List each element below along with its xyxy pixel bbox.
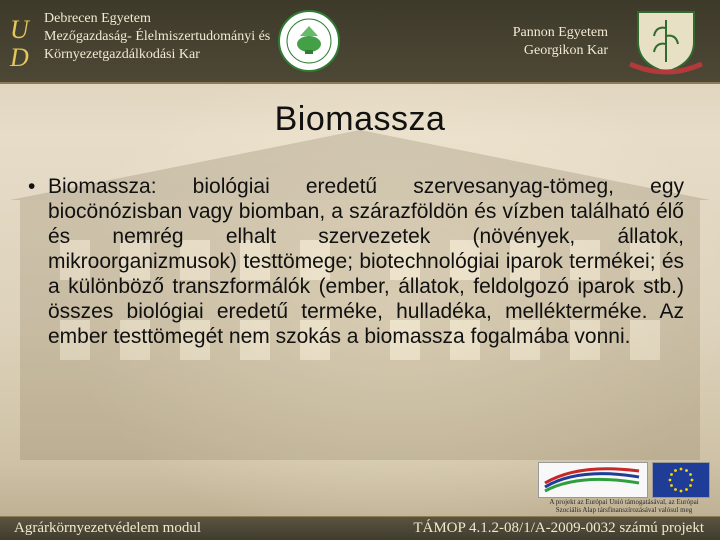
svg-text:D: D: [10, 43, 29, 72]
eu-star-icon: [674, 488, 677, 491]
funding-note-line: Szociális Alap társfinanszírozásával valósul meg: [555, 506, 693, 514]
right-title-line: Georgikon Kar: [523, 43, 608, 58]
left-title-line: Mezőgazdaság- Élelmiszertudományi és: [44, 29, 271, 44]
svg-text:U: U: [10, 15, 29, 44]
eu-star-icon: [674, 469, 677, 472]
funding-logos: [534, 460, 714, 518]
left-institution-title: [44, 10, 270, 64]
header-banner: [0, 0, 720, 84]
funding-note-line: A projekt az Európai Unió támogatásával, az Európai: [549, 498, 699, 506]
footer-project-id: TÁMOP 4.1.2-08/1/A-2009-0032 számú projekt: [413, 520, 704, 536]
bullet-item: [28, 174, 684, 349]
footer-bar: [0, 516, 720, 540]
eu-star-icon: [670, 484, 673, 487]
eu-star-icon: [685, 469, 688, 472]
right-title-line: Pannon Egyetem: [512, 25, 608, 40]
eu-star-icon: [669, 479, 672, 482]
eu-star-icon: [691, 479, 694, 482]
uj-magyarorszag-logo: [538, 462, 648, 498]
left-title-line: Debrecen Egyetem: [44, 11, 151, 26]
funding-note: [534, 498, 714, 514]
eu-star-icon: [680, 490, 683, 493]
slide-title: Biomassza: [274, 100, 446, 138]
left-title-line: Környezetgazdálkodási Kar: [44, 47, 200, 62]
university-seal-icon: [278, 10, 340, 72]
eu-star-icon: [685, 488, 688, 491]
bullet-marker: •: [28, 175, 36, 198]
eu-star-icon: [670, 473, 673, 476]
eu-flag-icon: [652, 462, 710, 498]
eu-star-icon: [680, 468, 683, 471]
ud-monogram-icon: [6, 10, 38, 72]
eu-star-icon: [689, 484, 692, 487]
georgikon-shield-icon: [626, 6, 706, 76]
right-institution-title: [513, 24, 608, 60]
footer-module-name: Agrárkörnyezetvédelem modul: [14, 520, 202, 536]
bullet-text: Biomassza: biológiai eredetű szervesanyag-tömeg, egy biocönózisban vagy biomban, a szárazföldön és vízben található élő és nemrég elhalt szervezetek (növények, állatok, mikroorganizmusok) testtömege; biotechnológiai iparok termékei; és a különböző transzformálók (ember, állatok, feldolgozó iparok stb.) összes biológiai eredetű terméke, hulladéka, mellékterméke. Az ember testtömegét nem szokás a biomassza fogalmába vonni.: [48, 175, 684, 348]
eu-star-icon: [689, 473, 692, 476]
